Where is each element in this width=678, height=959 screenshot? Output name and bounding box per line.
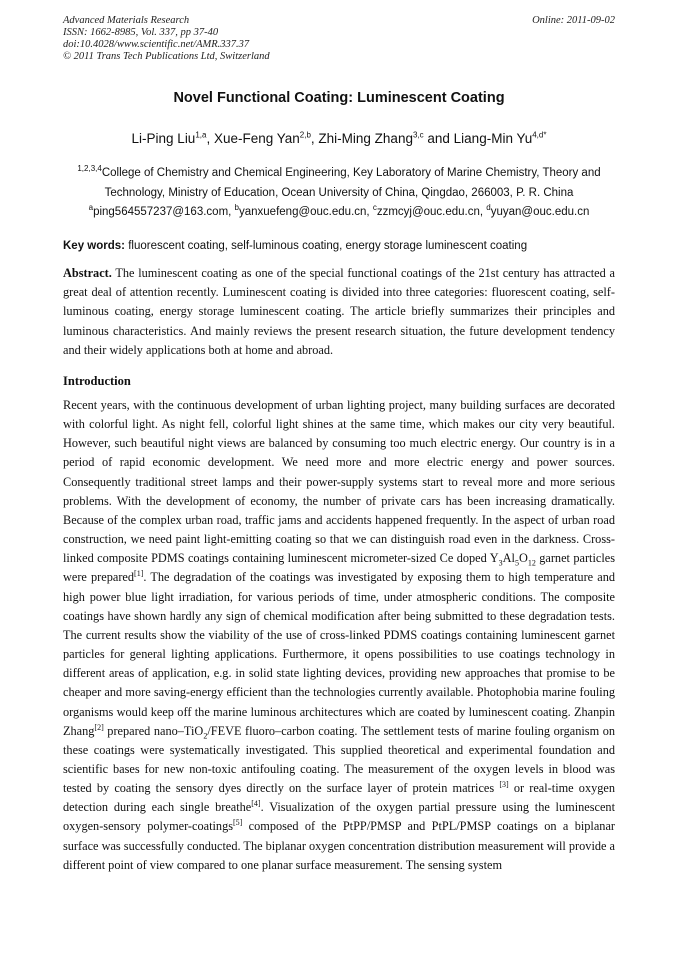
author-affiliation-mark: 4,d* [532, 130, 547, 140]
email-address: yanxuefeng@ouc.edu.cn, [239, 206, 370, 218]
author-affiliation-mark: 1,a [195, 130, 207, 140]
email-mark: d [486, 203, 491, 213]
citation-ref: [5] [233, 818, 243, 828]
citation-ref: [1] [134, 569, 144, 579]
intro-text: garnet particles were prepared [63, 551, 616, 585]
abstract [63, 264, 615, 360]
keywords-label: Key words: [63, 240, 125, 252]
keywords-text: fluorescent coating, self-luminous coating, energy storage luminescent coating [128, 240, 528, 252]
citation-ref: [3] [499, 780, 509, 790]
intro-text: /FEVE fluoro–carbon coating. The settlement tests of marine fouling organism on these coatings were systematically investigated. This supplied theoretical and experimental foundation and scientific bases for new non-toxic antifouling coating. The measurement of the oxygen levels in blood was tested by coating the sensory dyes directly on the surface layer of protein matrices [63, 723, 615, 796]
journal-name: Advanced Materials Research [63, 15, 190, 26]
author-list [0, 131, 678, 146]
formula-subscript: 2 [203, 731, 208, 741]
author-name: Liang-Min Yu [453, 131, 533, 146]
section-heading: Introduction [63, 374, 131, 388]
email-mark: c [372, 203, 377, 213]
citation-ref: [2] [94, 722, 104, 732]
formula-element: Al [502, 551, 515, 566]
introduction-body [63, 396, 615, 875]
journal-copyright: © 2011 Trans Tech Publications Ltd, Switzerland [63, 51, 270, 62]
affiliation-mark: 1,2,3,4 [77, 164, 102, 174]
author-separator: and [423, 131, 454, 146]
author-affiliation-mark: 2,b [299, 130, 311, 140]
email-address: ping564557237@163.com, [93, 206, 232, 218]
affiliation-text: College of Chemistry and Chemical Engineering, Key Laboratory of Marine Chemistry, Theory and Technology, Ministry of Education, Ocean University of China, Qingdao, 266003, P. R. China [101, 167, 601, 199]
intro-text: Recent years, with the continuous development of urban lighting project, many building surfaces are decorated with colorful light. As night fell, colorful light shines at the same time, which makes our city very beautiful. However, such beautiful night views are balanced by consuming too much electric energy. Our country is in a period of rapid economic development. We need more and more electric energy and power sources. Consequently traditional street lamps and their power-supply systems start to reveal more and more serious problems. With the development of economy, the number of private cars has been increasing dramatically. Because of the complex urban road, traffic jams and accidents happened frequently. In the aspect of urban road construction, we need paint light-emitting coating so that we can distinguish road even in the darkness. Cross-linked composite PDMS coatings containing luminescent micrometer-sized Ce doped [63, 398, 615, 566]
email-address: zzmcyj@ouc.edu.cn, [376, 206, 484, 218]
author-separator: , [206, 131, 214, 146]
online-date: Online: 2011-09-02 [532, 15, 615, 26]
author-separator: , [310, 131, 319, 146]
abstract-label: Abstract. [63, 266, 112, 280]
email-address: yuyan@ouc.edu.cn [490, 206, 590, 218]
intro-text: . Visualization of the oxygen partial pressure using the luminescent oxygen-sensory polymer-coatings [63, 800, 615, 834]
author-name: Xue-Feng Yan [213, 131, 300, 146]
author-affiliation-mark: 3,c [412, 130, 424, 140]
journal-doi: doi:10.4028/www.scientific.net/AMR.337.37 [63, 39, 250, 50]
email-list [63, 203, 615, 218]
journal-header [63, 15, 270, 63]
intro-text: or real-time oxygen detection during each single breathe [63, 781, 615, 815]
paper-title: Novel Functional Coating: Luminescent Coating [173, 90, 505, 106]
email-mark: b [234, 203, 239, 213]
formula-subscript: 12 [527, 558, 536, 568]
intro-text: prepared nano–TiO [103, 723, 204, 738]
formula-element: Y [489, 551, 499, 566]
journal-issn: ISSN: 1662-8985, Vol. 337, pp 37-40 [63, 27, 219, 38]
keywords [63, 240, 615, 252]
formula-element: O [518, 551, 528, 566]
formula-subscript: 5 [514, 558, 519, 568]
intro-text: . The degradation of the coatings was investigated by exposing them to high temperature and high power blue light irradiation, for various periods of time, under atmospheric conditions. The composite coatings have shown hardly any sign of chemical modification after being submitted to these degradation tests. The current results show the viability of the use of cross-linked PDMS coatings containing luminescent garnet particles for general lighting applications. Furthermore, it opens possibilities to use coatings technology in different areas of application, e.g. in solid state lighting devices, providing new approaches that promise to be cheaper and more saving-energy efficient than the technologies currently available. Photophobia marine fouling organisms would keep off the marine luminous architectures which are coated by luminescent coating. Zhanpin Zhang [63, 570, 615, 738]
formula-subscript: 3 [498, 558, 503, 568]
email-mark: a [88, 203, 94, 213]
abstract-text: The luminescent coating as one of the special functional coatings of the 21st century has attracted a great deal of attention recently. Luminescent coating is divided into three categories: fluorescent coating, self-luminous coating, energy storage luminescent coating. The article briefly summarizes their principles and luminous characteristics. And mainly reviews the present research situation, the future development tendency and their widely applications both at home and abroad. [63, 266, 615, 357]
author-name: Zhi-Ming Zhang [318, 131, 413, 146]
citation-ref: [4] [251, 799, 261, 809]
intro-text: composed of the PtPP/PMSP and PtPL/PMSP coatings on a biplanar surface was successfully conducted. The biplanar oxygen concentration distribution measurement will provide a different point of view compared to one planar surface measurement. The sensing system [63, 819, 615, 872]
affiliation [63, 163, 615, 203]
author-name: Li-Ping Liu [131, 131, 196, 146]
